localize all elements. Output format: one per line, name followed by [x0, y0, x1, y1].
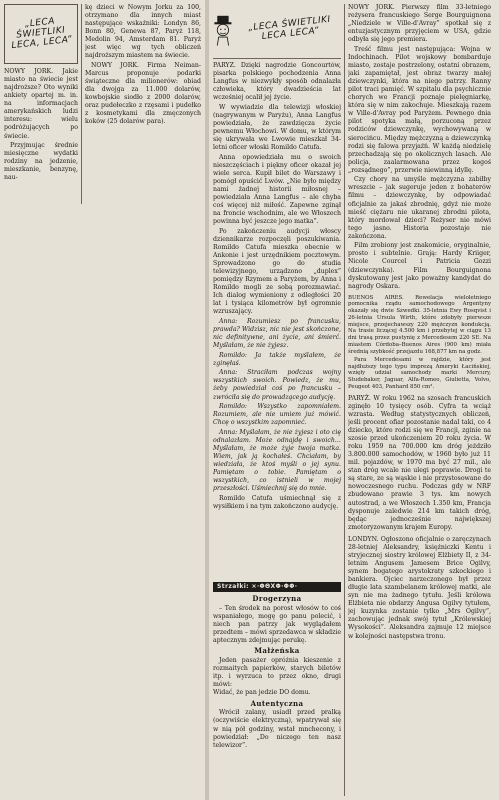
joke-2-title: Małżeńska [254, 646, 300, 656]
left-strip-header [4, 4, 78, 64]
jokes-column [213, 594, 341, 796]
joke-1-title: Drogerzyna [252, 594, 302, 603]
left-strip-divider [81, 4, 82, 204]
man-with-hat-icon [213, 8, 233, 52]
dialog-anna-1: Anna: Rozumiesz po francusku, prawda? Widzisz, nic nie jest skończone, nic definitywne, ani życie, ani śmierć. Myślałam, że nie żyjesz. [213, 317, 341, 350]
right-strip-header-text: „LECA ŚWIETLIKI LECA LECA” [247, 14, 332, 42]
joke-3-body: Wrócił zalany, usiadł przed pralką (oczywiście elektryczną), wpatrywał się w nią pół godziny, wstał mnchecony, i powiedział: „Do niczego ten nasz telewizor”. [213, 709, 341, 749]
article-london-engagement: LONDYN. Ogłoszono oficjalnie o zaręczynach 28-letniej Aleksandry, księżniczki Kentu i stryjecznej siostry królowej Elżbiety II, z 34-letnim Angusem Jamesem Brice Ogilvy, synem bogatego arystokraty szkockiego i bankiera. Ojciec narzeczonego był przez długie lata szambelanem królowej matki, ale syn nie ma żadnego tytułu. Jeśli królowa Elżbieta nie obdarzy Angusa Ogilvy tytułem, jej kuzynka zostanie tylko „Mrs Ogilvy”, zachowując jednak swój tytuł „Królewskiej Wysokości”. Aleksandra zajmuje 12 miejsce w kolejności następstwa tronu. [348, 535, 491, 640]
article-langfus-p3: Anna opowiedziała mu o swoich nieszczęściach i piękny oficer okazał jej wiele serca. Kupił bilet do Warszawy i pomógł opuścić Lwów. „Nie było między nami żadnej historii miłosnej – powiedziała Anna Langfus – ale chyba coś więcej niż miłość. Zapewne zginął na froncie wschodnim, ale we Włoszech powinna być jeszcze jego matka”. [213, 153, 341, 226]
joke-3-title: Autentyczna [250, 698, 304, 708]
article-paris-roads: PARYŻ. W roku 1962 na szosach francuskich zginęło 10 tysięcy osób. Cyfra ta wciąż wzrasta. Według statystycznych obliczeń, jeśli procent ofiar pozostanie nadal taki, co 4 dziecko, które rodzi się we Francji, zginie na szosie przed ukończeniem 20 roku życia. W roku 1959 na 700.000 km dróg jeździło 3.800.000 samochodów, w 1960 było już 11 mil. pojazdów, w 1970 ma być 27 mil., ale stan dróg wcale nie ulegi poprawie. Drogi te są stare, ze są wąskie i nie przystosowane do nowoczesnego ruchu. Podczas gdy w NRF zbudowano prawie 3 tys. km nowych autostrad, a we Włoszech 1.350 km, Francja dysponuje zaledwie 214 km takich dróg, będąc jednocześnie największej zmotoryzowanym krajem Europy. [348, 394, 491, 531]
right-strip-header [213, 4, 341, 56]
left-strip-header-text: „LECA ŚWIETLIKI LECA, LECA” [11, 16, 73, 52]
dialog-anna-2: Anna: Straciłam podczas wojny wszystkich swoich. Powiedz, że mu, żeby powiedział coś po francusku – zwróciła się do prowadzącego audycję. [213, 369, 341, 401]
article-film-lead: NOWY JORK. Pierwszy film 33-letniego reżysera francuskiego Serge Bourguignona „Niedziele w Ville-d'Avray” spotkał się z entuzjastycznym przyjęciem w USA, gdzie odbyła się jego premiera. [348, 4, 491, 44]
left-strip-column-2 [85, 4, 201, 796]
right-strip-column-1 [213, 62, 341, 578]
jokes-banner: Strzałki: ×·ΦΘΧΦ·ΦΦ· [213, 582, 341, 592]
right-clipping-strip [209, 0, 499, 800]
left-strip-article-3: NOWY JORK. Firma Neiman-Marcus proponuje podarki świąteczne dla milionerów: obiad dla dwojga za 11.000 dolarów, kowbojskie siodło z 2000 dolarów, oraz pudełeczko z rzęsami i pudełko z kosmetykami dla zmęczonych koków (25 dolarów para). [85, 61, 201, 126]
right-strip-column-2 [348, 4, 491, 796]
left-strip-column-1 [4, 68, 78, 796]
article-langfus-p4: Po zakończeniu audycji włoscy dziennikarze rozpoczęli poszukiwania. Romildo Catufa mieszka obecnie w Ankonie i jest urzędnikiem pocztowym. Sprowadzono go do studia telewizyjnego, urządzono „duplex” pomiędzy Rzymem a Paryżem, by Anna i Romildo mogli ze sobą porozmawiać. Ich dialog wymieniony z odległości 20 lat i tysiąca kilometrów był ogromnie wzruszający. [213, 227, 341, 316]
article-film-plot: Treść filmu jest następująca: Wojna w Indochinach. Pilot wojskowy bombarduje miasto, zostaje postrzelony, ostatni obrazem, jaki zapamiętał, jest obraz twarzy małej dziewczynki, która na niego patrzy. Ranny pilot traci pamięć. W szpitalu dla psychicznie chorych we Francji poznaje pielęgniarkę, która się w nim zakochuje. Mieszkają razem w Ville-d'Avray pod Paryżem. Pewnego dnia pilot spotyka małą, porzuconą przez rodziców dziewczynkę, wychowywaną w sierocińcu. Między mężczyzną a dziewczynką rodzi się falowa przyjaźń. W każdą niedzielę przechadzają się po okolicznych lasach. Ale policja, zaalarmowana przez kogoś „rozsądnego”, przerwie niewinną idyllę. [348, 45, 491, 174]
dialog-anna-3: Anna: Myślałam, że nie żyjesz i oto cię odnalazłam. Może odnajdę i swoich… Myślałam, że może żyje twoja matka. Wiem, jak ją kochałeś. Chciałam, by wiedziała, że ktoś myśli o jej synu. Pamiętam o tobie. Pamiętam o wszystkich, co istnieli w mojej przeszłości. Uśmiechnij się do mnie. [213, 428, 341, 493]
article-film-review: Film zrobiony jest znakomicie, oryginalnie, prosto i subtelnie. Grają: Hardy Kriiger, Nicole Courcel i Patricia Gozzi (dziewczynka). Film Bourguignona dyskutowany jest jako poważny kandydat do nagrody Oskara. [348, 242, 491, 290]
dialog-romildo-2: Romildo: Wszystko zapomniałem. Rozumiem, ale nie umiem już mówić. Chcę o wszystkim zapomnieć. [213, 403, 341, 427]
right-header-rule [213, 58, 341, 59]
article-langfus-end: Romildo Catufa uśmiechnął się z wysiłkiem i na tym zakończono audycję. [213, 494, 341, 510]
left-strip-article-1: NOWY JORK. Jakie miasto na świecie jest najdroższe? Oto wyniki ankiety opartej m. in. na informacjach amerykańskich ludzi interesu: wielu podróżujących po świecie. [4, 68, 78, 140]
article-film-question: Czy chory na umyśle mężczyzna zabiłby wreszcie – jak sugeruje jeden z bohaterów filmu – dziewczynkę, by odpowiadać oficjalnie za jakaś zbrodnię, gdyż nie może mieść ciężaru nie ukaranej zbrodni pilota, który mordował dzieci? Reżyser nie mówi tego jasno. Historia pozostaje nie zakończona. [348, 176, 491, 240]
article-langfus-p2: W wywiadzie dla telewizji włoskiej (nagrywanym w Paryżu), Anna Langfus powiedziała, że zawdzięcza życie pewnemu Włochowi. W domu, w którym się ukrywała we Lwowie mieszkał 34-letni oficer włoski Romildo Catufa. [213, 103, 341, 152]
joke-1-body: – Ten środek na porost włosów to coś wspaniałego, mogę go panu polecić, i niech pan patrzy jak wyglądałem przedtem – mówi sprzedawca w składzie aptecznym zdejmując perukę. [213, 604, 341, 644]
left-strip-article-1-cont: Przyjmując średnie miesięczne wydatki rodziny na jedzenie, mieszkanie, benzynę, nau- [4, 142, 78, 182]
article-buenos-aires: BUENOS AIRES. Rewelacja wieloletniego pomocnika rządu samochodowego Argentyny okazały się dwie Szwedki. 35-letnia Ewy Rosqvist i 26-letnia Ursula Wirth, które zdobyły pierwsze miejsce, przejechawszy 220 mężczyzn kondukcją. Na trasie liczącej 4.500 km i przebytej w ciągu 13 dni trasą przez pustynię z Mercedesem 220 SE. Na miastem Córdoba–Buenos Aires (900 km) miała średnią szybkość przejazdu 168,877 km na godz. [348, 294, 491, 355]
left-strip-article-2: kę dzieci w Nowym Jorku za 100, otrzymano dla innych miast następujące wskaźniki: Londyn 86, Bonn 80, Genewa 87, Paryż 118, Medolin 94, Amsterdam 81. Paryż jest więc wg tych obliczeń najdroższym miastem na świecie. [85, 4, 201, 60]
right-column-divider [344, 4, 345, 796]
left-clipping-strip [0, 0, 205, 800]
joke-2-body: Jeden pasażer opróżnia kieszenie z rozmaitych papierków, starych biletów itp. i wyrzuca to przez okno, drugi mówi: Widać, że pan jedzie DO domu. [213, 657, 341, 697]
dialog-romildo-1: Romildo: Ja także myślałem, że zginęłaś. [213, 351, 341, 367]
article-langfus-lead: PARYŻ. Dzięki nagrodzie Goncourtów, pisarka polskiego pochodzenia Anna Langfus w niezwykły sposób odnalazła człowieka, który dwadzieścia lat wcześniej ocalił jej życie. [213, 62, 341, 102]
article-buenos-aires-cars: Para Mercedesami w rajdzie, który jest najdłuższy tego typu imprezą Ameryki Łacińskiej, wzięły udział samochody marki Mercury, Studebaker, Jaguar, Alfa-Romeo, Giulietta, Volvo, Peugeot 403, Panhard 850 cm³. [348, 356, 491, 390]
